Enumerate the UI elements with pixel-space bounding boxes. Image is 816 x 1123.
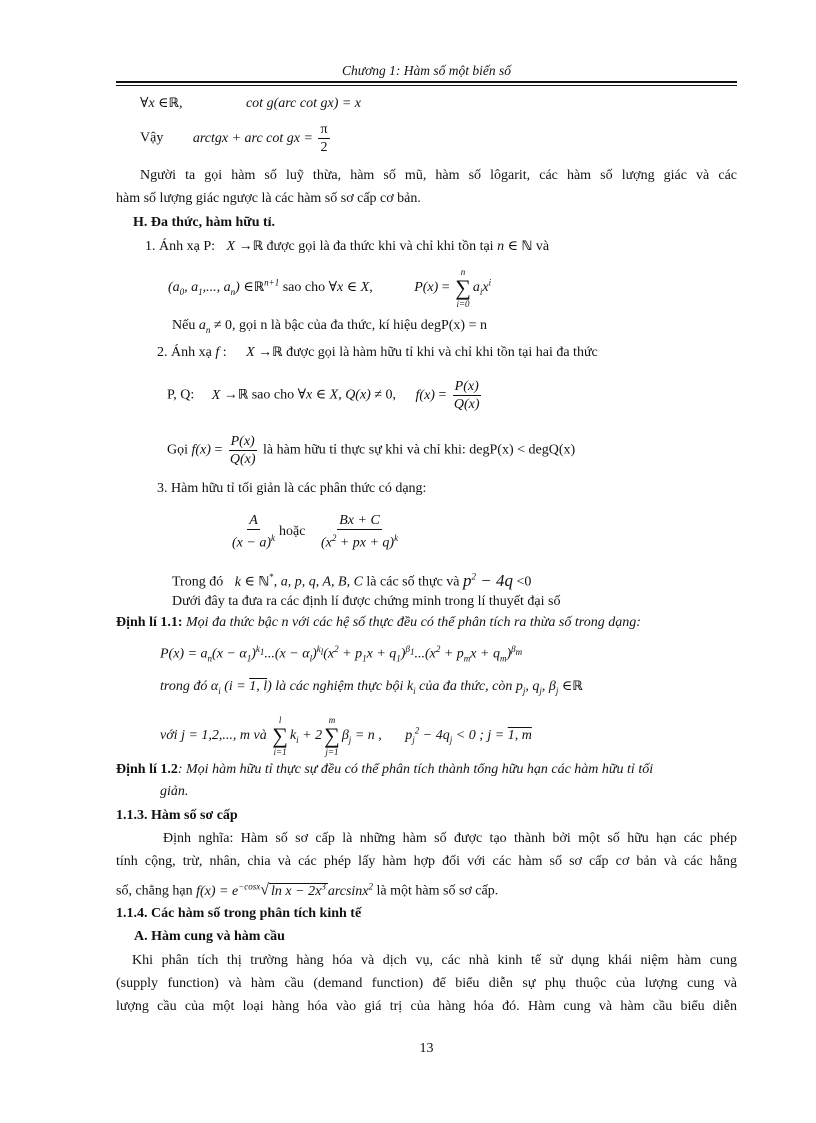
subsection-title: A. Hàm cung và hàm cầu <box>134 929 285 944</box>
proper-rational-line: Gọi f(x) = $\frac{P(x)}{Q(x)}$ là hàm hữu tỉ thực sự khi và chỉ khi: degP(x) < degQ(x) <box>167 434 576 467</box>
theorem-1-1: Định lí 1.1: Mọi đa thức bậc n với các hệ số thực đều có thể phân tích ra thừa số trong dạng: <box>116 615 641 630</box>
header-rule-thin <box>116 85 737 86</box>
formula-vay: Vậy arctgx + arc cot gx = $\frac{\pi}{2}$ <box>140 122 328 155</box>
rational-definition: P, Q: X →ℝ sao cho ∀x ∈ X, Q(x) ≠ 0, f(x) = $\frac{P(x)}{Q(x)}$ <box>167 379 480 412</box>
formula-cot-line: ∀x ∈ℝ, cot g(arc cot gx) = x <box>140 96 362 111</box>
paragraph-line: (supply function) và hàm cầu (demand function) để biểu diễn sự phụ thuộc của lượng cung và <box>116 976 737 991</box>
paragraph-line: Định nghĩa: Hàm số sơ cấp là những hàm số được tạo thành bởi một số hữu hạn các phép <box>163 831 737 846</box>
simple-fractions: $\frac{A}{(x - a)^k}$ hoặc $\frac{Bx + C}{(x^2 + px + q)^k}$ <box>232 513 399 551</box>
item-2: 2. Ánh xạ f : X →ℝ được gọi là hàm hữu tỉ khi và chỉ khi tồn tại hai đa thức <box>157 345 598 360</box>
paragraph-line: hàm số lượng giác ngược là các hàm số sơ cấp cơ bản. <box>116 191 421 206</box>
paragraph-line: Dưới đây ta đưa ra các định lí được chứng minh trong lí thuyết đại số <box>172 594 561 609</box>
item-3: 3. Hàm hữu tỉ tối giản là các phân thức có dạng: <box>157 481 427 496</box>
page-number: 13 <box>419 1041 434 1056</box>
degree-line: Nếu $a_n \ne 0$, gọi n là bậc của đa thức, kí hiệu degP(x) = n <box>172 318 487 335</box>
item-1: 1. Ánh xạ P: X →ℝ được gọi là đa thức khi và chỉ khi tồn tại n ∈ ℕ và <box>145 239 550 254</box>
theorem-1-2: Định lí 1.2: Mọi hàm hữu tỉ thực sự đều có thể phân tích thành tổng hữu hạn các hàm hữu tỉ tối <box>116 762 654 777</box>
paragraph-line: tính cộng, trừ, nhân, chia và các phép lấy hàm hợp đối với các hàm số sơ cấp cơ bản và các hằng <box>116 854 737 869</box>
chapter-header: Chương 1: Hàm số một biến số <box>341 63 512 78</box>
polynomial-definition: ($a_0$, $a_1$,..., $a_n$) ∈ℝ$^{n+1}$ sao cho ∀x ∈ X, P(x) = n ∑ i=0 $a_ix^i$ <box>168 267 492 309</box>
section-title: 1.1.3. Hàm số sơ cấp <box>116 808 238 823</box>
section-title: H. Đa thức, hàm hữu tỉ. <box>133 215 276 230</box>
paragraph-line: lượng cầu của một loại hàng hóa vào giá trị của hàng hóa đó. Hàm cung và hàm cầu biểu diễn <box>116 999 737 1014</box>
roots-line: trong đó $\alpha_i$ (i = 1, l) là các nghiệm thực bội $k_i$ của đa thức, còn $p_j$, $q_j$, $\beta_j$ ∈ℝ <box>160 679 583 696</box>
theorem-1-2-cont: giản. <box>160 784 189 799</box>
paragraph-line: Khi phân tích thị trường hàng hóa và dịch vụ, các nhà kinh tế sử dụng khái niệm hàm cung <box>132 953 737 968</box>
paragraph-line: Người ta gọi hàm số luỹ thừa, hàm số mũ, hàm số lôgarit, các hàm số lượng giác và các <box>140 168 737 183</box>
conditions-line: với j = 1,2,..., m và l ∑ i=1 $k_i + 2$ m ∑ j=1 $\beta_j = n$ , $p_j^2 - 4q_j < 0$ ; j = 1, m <box>160 715 532 757</box>
factorization-formula: $P(x) = a_n(x - \alpha_1)^{k_1}...(x - \alpha_l)^{k_l}(x^2 + p_1x + q_1)^{\beta_1}...(x^2 + p_mx + q_m)^{\beta_m}$ <box>160 644 523 664</box>
header-rule <box>116 81 737 83</box>
paragraph-line: số, chẳng hạn $f(x) = e^{-cosx}√$ $\ln x - 2x^3$ arcsinx$^2$ là một hàm số sơ cấp. <box>116 881 499 899</box>
section-title: 1.1.4. Các hàm số trong phân tích kinh tế <box>116 906 362 921</box>
trongdo-line: Trong đó k ∈ ℕ*, a, p, q, A, B, C là các số thực và $p^2 - 4q <0$ <box>172 570 532 590</box>
